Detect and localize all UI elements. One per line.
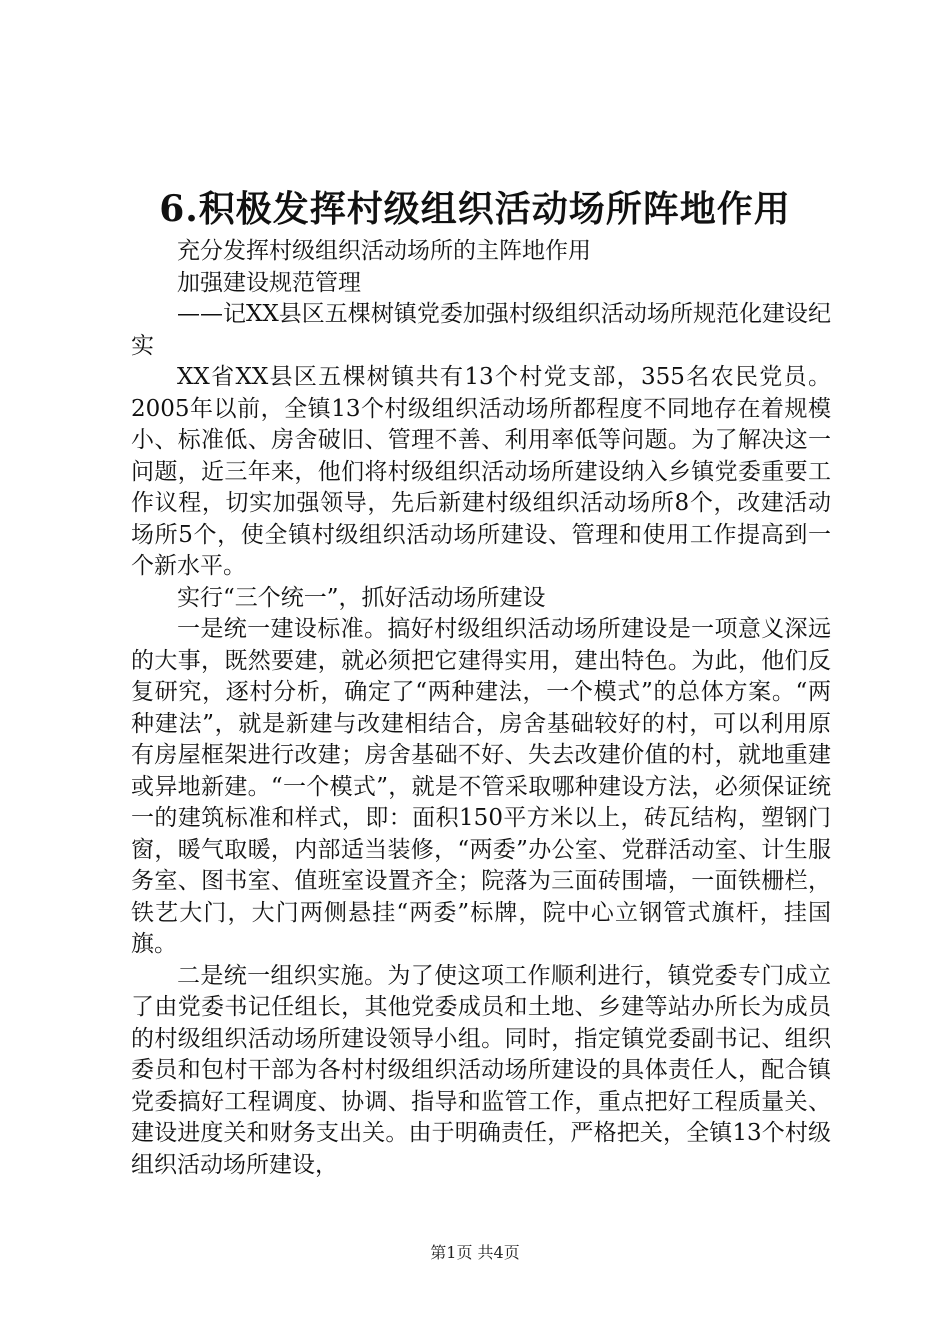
paragraph-byline: ——记XX县区五棵树镇党委加强村级组织活动场所规范化建设纪实 (131, 301, 831, 359)
page-footer: 第1页 共4页 (430, 1243, 520, 1262)
paragraph-section-heading: 实行“三个统一”，抓好活动场所建设 (177, 584, 546, 611)
paragraph-standard: 一是统一建设标准。搞好村级组织活动场所建设是一项意义深远的大事，既然要建，就必须把它建得实用，建出特色。为此，他们反复研究，逐村分析，确定了“两种建法，一个模式”的总体方案。“两种建法”，就是新建与改建相结合，房舍基础较好的村，可以利用原有房屋框架进行改建；房舍基础不好、失去改建价值的村，就地重建或异地新建。“一个模式”，就是不管采取哪种建设方法，必须保证统一的建筑标准和样式，即：面积150平方米以上，砖瓦结构，塑钢门窗，暖气取暖，内部适当装修，“两委”办公室、党群活动室、计生服务室、图书室、值班室设置齐全；院落为三面砖围墙，一面铁栅栏，铁艺大门，大门两侧悬挂“两委”标牌，院中心立钢管式旗杆，挂国旗。 (131, 616, 831, 957)
paragraph-subtitle-2: 加强建设规范管理 (177, 269, 361, 296)
paragraph-intro: XX省XX县区五棵树镇共有13个村党支部，355名农民党员。2005年以前，全镇13个村级组织活动场所都程度不同地存在着规模小、标准低、房舍破旧、管理不善、利用率低等问题。为了解决这一问题，近三年来，他们将村级组织活动场所建设纳入乡镇党委重要工作议程，切实加强领导，先后新建村级组织活动场所8个，改建活动场所5个，使全镇村级组织活动场所建设、管理和使用工作提高到一个新水平。 (131, 364, 831, 579)
paragraph-implementation: 二是统一组织实施。为了使这项工作顺利进行，镇党委专门成立了由党委书记任组长，其他党委成员和土地、乡建等站办所长为成员的村级组织活动场所建设领导小组。同时，指定镇党委副书记、组织委员和包村干部为各村村级组织活动场所建设的具体责任人，配合镇党委搞好工程调度、协调、指导和监管工作，重点把好工程质量关、建设进度关和财务支出关。由于明确责任，严格把关，全镇13个村级组织活动场所建设， (131, 962, 831, 1178)
document-body (131, 236, 831, 1181)
paragraph-subtitle-1: 充分发挥村级组织活动场所的主阵地作用 (177, 238, 591, 264)
document-title: 6.积极发挥村级组织活动场所阵地作用 (159, 188, 791, 230)
